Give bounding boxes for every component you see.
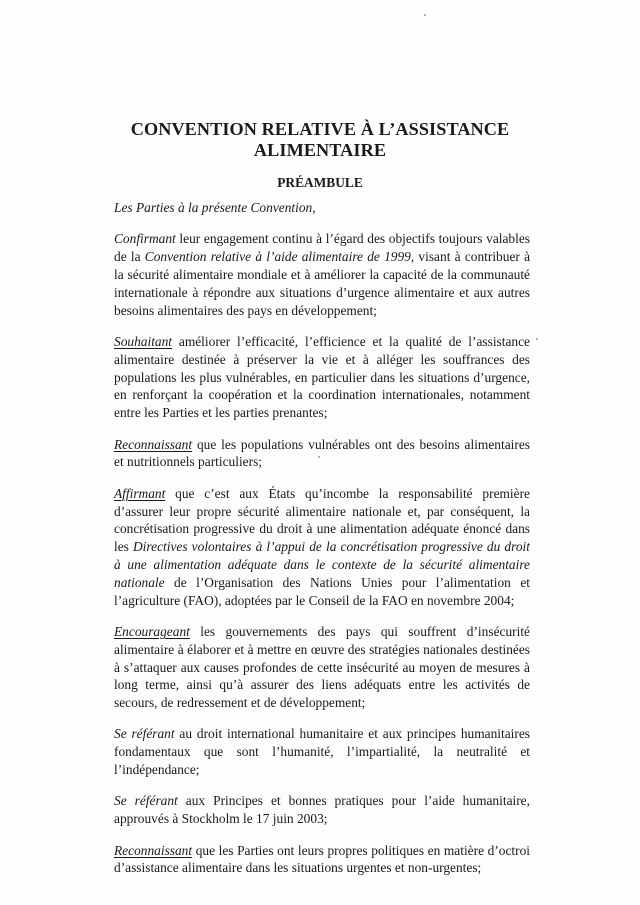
paragraph-text: les gouvernements des pays qui souffrent d’insécurité alimentaire à élaborer et à mettre en œuvre des stratégies nationales destinées à s’attaquer aux causes profondes de cette insécurité au moyen de mesures à long terme, ainsi qu’à assurer des liens adéquats entre les activités de secours, de redressement et de développement; (114, 623, 530, 711)
paragraph-text: au droit international humanitaire et aux principes humanitaires fondamentaux que sont l’humanité, l’impartialité, la neutralité et l’indépendance; (114, 726, 530, 778)
preamble-body (114, 199, 530, 891)
parties-intro (114, 199, 530, 217)
paragraph-lead: Se référant (114, 793, 178, 809)
title-line-2: ALIMENTAIRE (253, 140, 387, 160)
paragraph-text-end: de l’Organisation des Nations Unies pour l’alimentation et l’agriculture (FAO), adoptées par le Conseil de la FAO en novembre 2004; (114, 574, 530, 608)
scan-speck (424, 14, 426, 16)
paragraph-reconnaissant-1 (114, 436, 530, 472)
paragraph-text-end: , visant à contribuer à la sécurité alimentaire mondiale et à améliorer la capacité de la communauté internationale à répondre aux situations d’urgence alimentaire et aux autres besoins alimentaires des pays en développement; (114, 249, 531, 318)
preamble-heading: PRÉAMBULE (277, 175, 363, 190)
document-title (0, 119, 640, 161)
paragraph-lead: Reconnaissant (114, 842, 193, 858)
parties-intro-text: Les Parties à la présente Convention, (114, 200, 316, 215)
paragraph-lead: Confirmant (114, 231, 176, 247)
paragraph-affirmant (114, 485, 530, 610)
title-line-1: CONVENTION RELATIVE À L’ASSISTANCE (130, 119, 510, 139)
paragraph-encourageant (114, 623, 530, 712)
paragraph-lead: Reconnaissant (114, 436, 193, 452)
paragraph-text: que c’est aux États qu’incombe la responsabilité première d’assurer leur propre sécurité alimentaire nationale et, par conséquent, la concrétisation progressive du droit à une alimentation adéquate énoncé dans les (114, 485, 530, 555)
paragraph-text: que les Parties ont leurs propres politiques en matière d’octroi d’assistance alimentaire dans les situations urgentes et non-urgentes; (114, 842, 530, 876)
paragraph-text: améliorer l’efficacité, l’efficience et la qualité de l’assistance alimentaire destinée à préserver la vie et à alléger les souffrances des populations les plus vulnérables, en particulier dans les situations d’urgence, en renforçant la coopération et la coordination internationales, notamment entre les Parties et les parties prenantes; (114, 333, 530, 421)
paragraph-se-referant-1 (114, 725, 530, 778)
paragraph-souhaitant (114, 333, 530, 422)
paragraph-confirmant (114, 230, 530, 319)
paragraph-lead: Encourageant (114, 623, 190, 639)
paragraph-italic-text: Directives volontaires à l’appui de la concrétisation progressive du droit à une alimentation adéquate dans le contexte de la sécurité alimentaire nationale (114, 539, 530, 590)
paragraph-lead: Se référant (114, 726, 175, 742)
scan-speck (536, 338, 538, 340)
paragraph-text: leur engagement continu à l’égard des objectifs toujours valables de la (114, 231, 530, 265)
paragraph-text: aux Principes et bonnes pratiques pour l’aide humanitaire, approuvés à Stockholm le 17 juin 2003; (114, 793, 530, 827)
paragraph-lead: Affirmant (114, 485, 166, 501)
paragraph-text: que les populations vulnérables ont des besoins alimentaires et nutritionnels particuliers; (114, 436, 530, 470)
paragraph-reconnaissant-2 (114, 842, 530, 878)
paragraph-lead: Souhaitant (114, 333, 173, 349)
scan-speck (318, 456, 320, 458)
paragraph-italic-text: Convention relative à l’aide alimentaire de 1999 (144, 249, 411, 265)
paragraph-se-referant-2 (114, 792, 530, 828)
